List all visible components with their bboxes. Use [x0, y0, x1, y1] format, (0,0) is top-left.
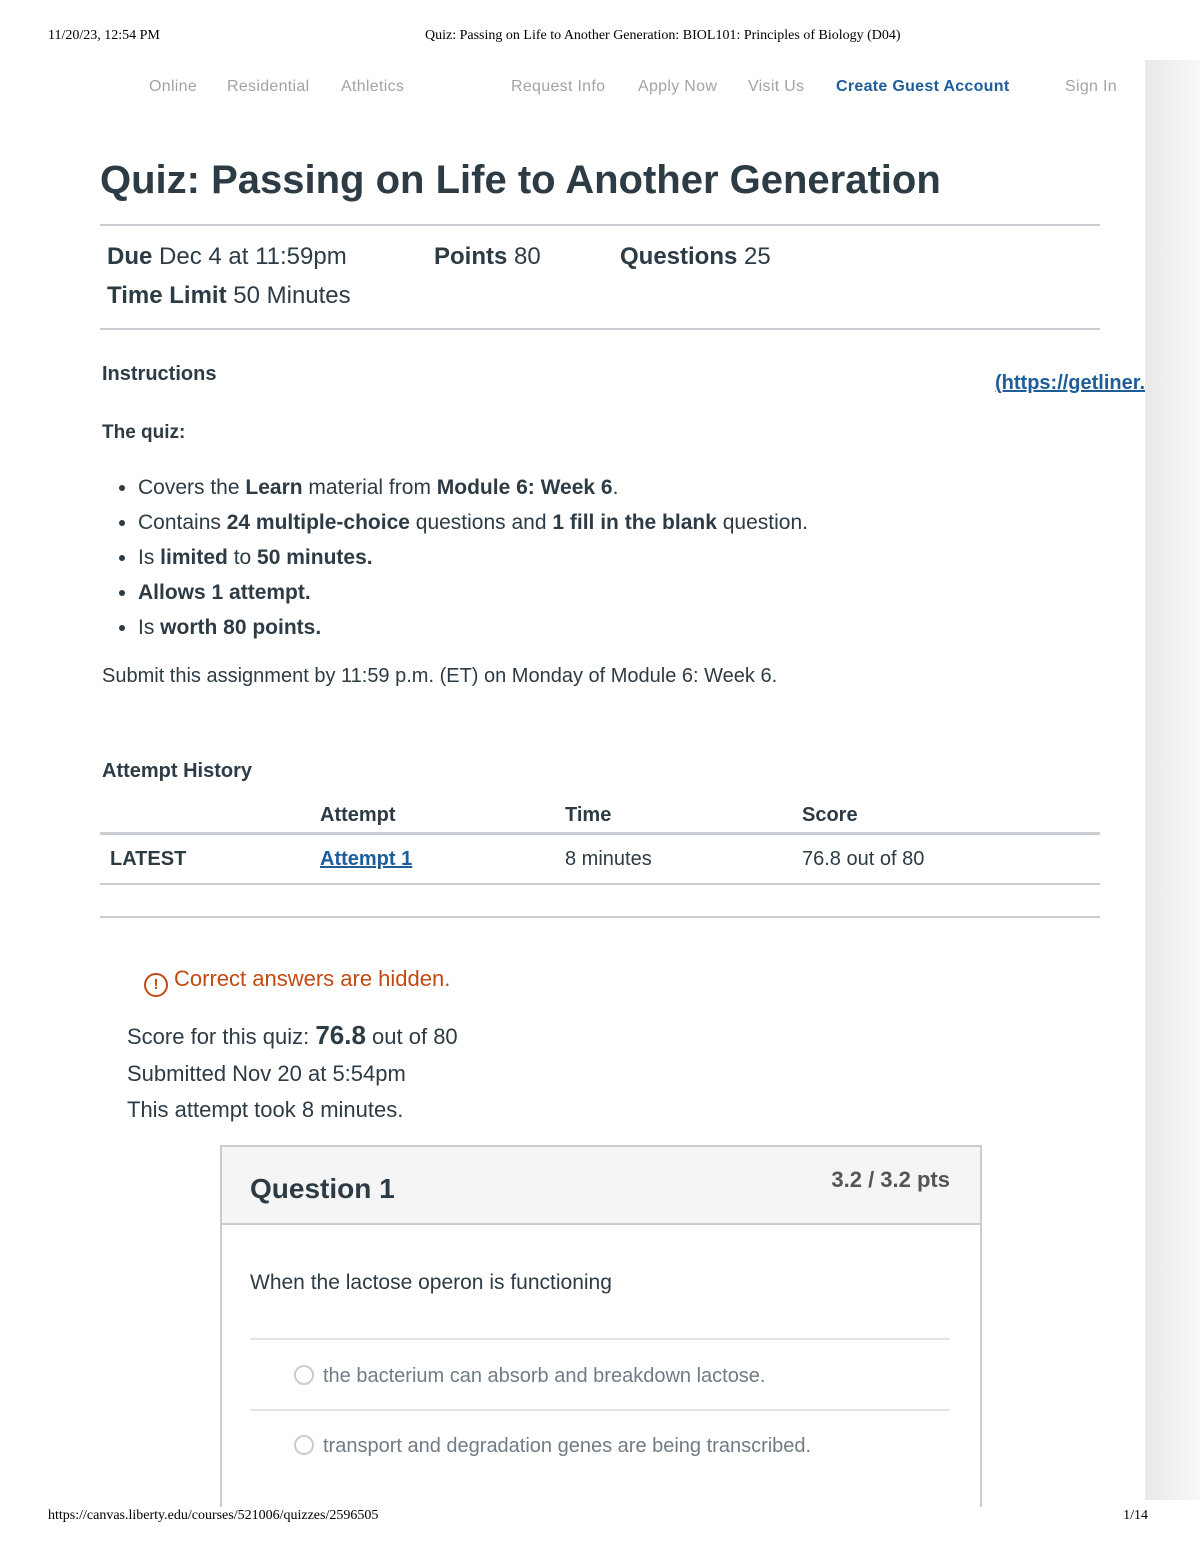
- nav-online-link[interactable]: Online: [149, 78, 198, 95]
- answer-text: transport and degradation genes are being transcribed.: [323, 1435, 812, 1457]
- nav-request-info-link[interactable]: Request Info: [511, 78, 606, 95]
- hidden-answers-warning: [144, 966, 450, 997]
- instructions-heading: Instructions: [102, 363, 217, 385]
- table-row: [100, 834, 1100, 885]
- nav-residential-link[interactable]: Residential: [227, 78, 310, 95]
- question-title: Question 1: [250, 1173, 395, 1204]
- questions-value: 25: [744, 243, 771, 270]
- answer-option[interactable]: [294, 1365, 766, 1388]
- list-item: • Allows 1 attempt.: [138, 575, 808, 610]
- due-value: Dec 4 at 11:59pm: [159, 243, 347, 270]
- score-value: 76.8: [315, 1020, 366, 1050]
- column-header-time: Time: [555, 798, 792, 834]
- attempt-1-link[interactable]: Attempt 1: [320, 847, 413, 870]
- print-header: [0, 28, 1200, 48]
- instructions-intro: The quiz:: [102, 422, 186, 443]
- column-header-attempt: Attempt: [310, 798, 555, 834]
- answer-divider: [250, 1338, 950, 1340]
- nav-sign-in-link[interactable]: Sign In: [1065, 78, 1117, 95]
- question-header: [222, 1147, 980, 1225]
- question-card: [220, 1145, 982, 1507]
- radio-icon[interactable]: [294, 1435, 314, 1455]
- attempt-score: 76.8 out of 80: [792, 834, 1100, 885]
- print-document-title: Quiz: Passing on Life to Another Generation: BIOL101: Principles of Biology (D04): [425, 28, 901, 43]
- top-navigation: [0, 78, 1145, 98]
- radio-icon[interactable]: [294, 1365, 314, 1385]
- external-link[interactable]: (https://getliner.: [995, 372, 1145, 394]
- questions-label: Questions: [620, 243, 738, 270]
- title-divider: [100, 224, 1100, 226]
- points-total: [434, 243, 541, 271]
- points-label: Points: [434, 243, 508, 270]
- table-header-row: [100, 798, 1100, 834]
- instructions-list: [100, 470, 808, 645]
- time-limit-value: 50 Minutes: [233, 282, 351, 309]
- score-prefix: Score for this quiz:: [127, 1024, 316, 1049]
- history-divider: [100, 916, 1100, 918]
- nav-create-guest-account-link[interactable]: Create Guest Account: [836, 78, 1010, 95]
- attempt-history-heading: Attempt History: [102, 760, 253, 782]
- question-text: When the lactose operon is functioning: [250, 1271, 612, 1294]
- quiz-score: [127, 1020, 458, 1051]
- print-datetime: 11/20/23, 12:54 PM: [48, 28, 160, 43]
- answer-option[interactable]: [294, 1435, 811, 1458]
- column-header-blank: [100, 798, 310, 834]
- list-item: • Is worth 80 points.: [138, 610, 808, 645]
- column-header-score: Score: [792, 798, 1100, 834]
- nav-athletics-link[interactable]: Athletics: [341, 78, 405, 95]
- due-label: Due: [107, 243, 153, 270]
- page-number: 1/14: [1123, 1508, 1148, 1523]
- questions-count: [620, 243, 771, 271]
- warning-text: Correct answers are hidden.: [174, 966, 451, 991]
- attempt-time: 8 minutes: [555, 834, 792, 885]
- attempt-row-label: LATEST: [100, 834, 310, 885]
- meta-divider: [100, 328, 1100, 330]
- time-limit: [107, 282, 351, 310]
- list-item: • Is limited to 50 minutes.: [138, 540, 808, 575]
- attempt-history-table: [100, 798, 1100, 885]
- answer-text: the bacterium can absorb and breakdown lactose.: [323, 1365, 766, 1387]
- submitted-time: Submitted Nov 20 at 5:54pm: [127, 1061, 406, 1086]
- answer-divider: [250, 1409, 950, 1411]
- attempt-duration: This attempt took 8 minutes.: [127, 1097, 404, 1122]
- attempt-link-cell: [310, 834, 555, 885]
- nav-visit-us-link[interactable]: Visit Us: [748, 78, 805, 95]
- print-url: https://canvas.liberty.edu/courses/521006/quizzes/2596505: [48, 1508, 379, 1523]
- points-value: 80: [514, 243, 541, 270]
- submit-note: Submit this assignment by 11:59 p.m. (ET) on Monday of Module 6: Week 6.: [102, 665, 778, 687]
- page-title: Quiz: Passing on Life to Another Generation: [100, 158, 941, 202]
- question-points: 3.2 / 3.2 pts: [831, 1167, 950, 1192]
- list-item: • Covers the Learn material from Module 6: Week 6.: [138, 470, 808, 505]
- warning-icon: !: [144, 973, 168, 997]
- time-limit-label: Time Limit: [107, 282, 227, 309]
- list-item: • Contains 24 multiple-choice questions and 1 fill in the blank question.: [138, 505, 808, 540]
- due-date: [107, 243, 347, 271]
- page-edge-shadow: [1145, 60, 1200, 1500]
- nav-apply-now-link[interactable]: Apply Now: [638, 78, 718, 95]
- score-suffix: out of 80: [365, 1024, 458, 1049]
